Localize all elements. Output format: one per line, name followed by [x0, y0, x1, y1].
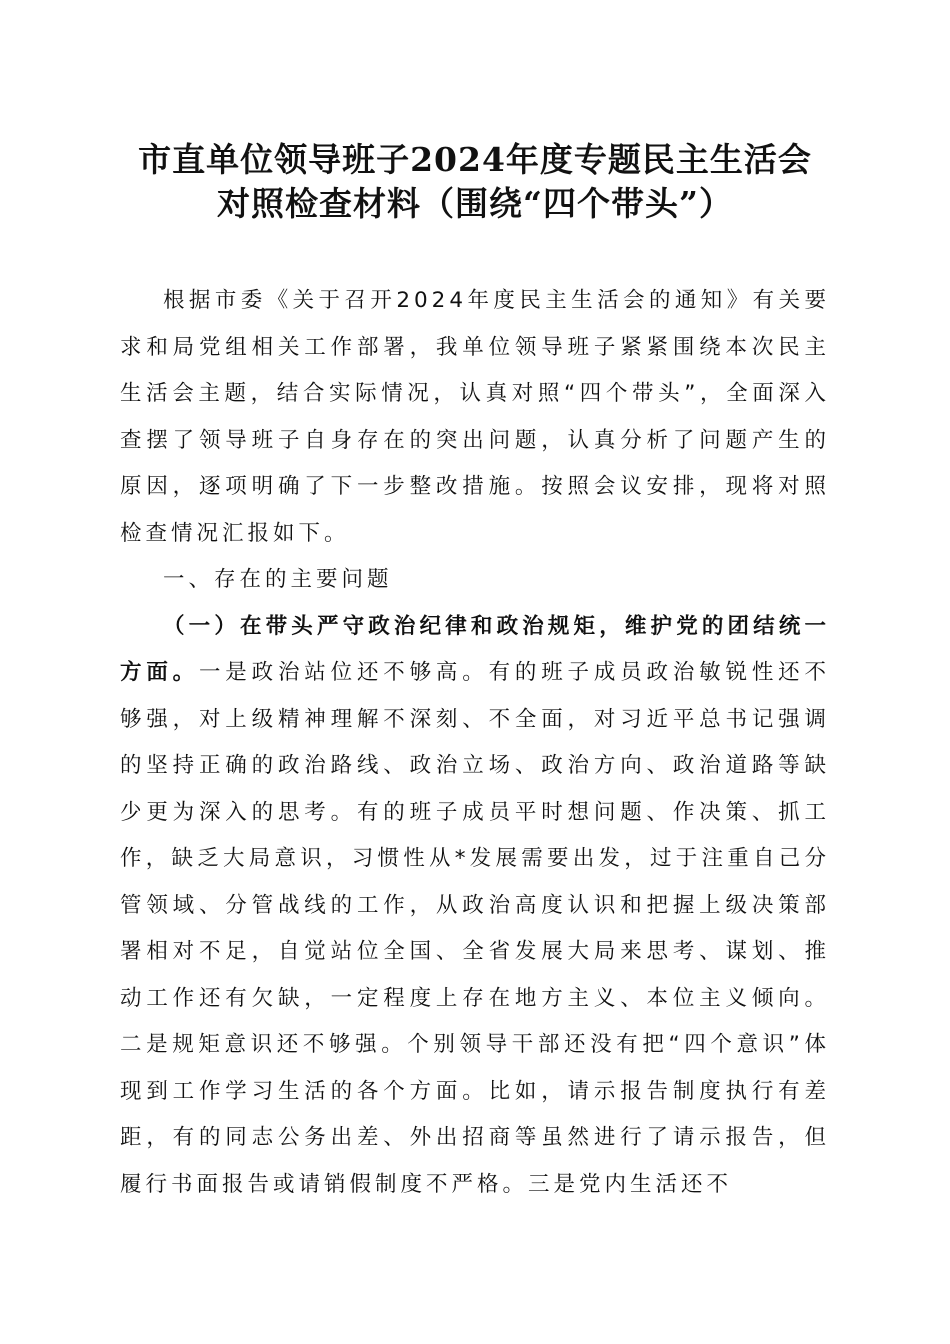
document-body — [120, 278, 830, 1208]
section-heading: 一、存在的主要问题 — [163, 567, 393, 592]
title-line-1: 市直单位领导班子2024年度专题民主生活会 — [138, 140, 812, 179]
intro-paragraph: 根据市委《关于召开2024年度民主生活会的通知》有关要求和局党组相关工作部署，我单位领导班子紧紧围绕本次民主生活会主题，结合实际情况，认真对照“四个带头”，全面深入查摆了领导班子自身存在的突出问题，认真分析了问题产生的原因，逐项明确了下一步整改措施。按照会议安排，现将对照检查情况汇报如下。 — [120, 288, 830, 546]
title-line-2: 对照检查材料（围绕“四个带头”） — [217, 184, 733, 223]
document-title — [0, 138, 950, 226]
subsection-lead: （一）在带头严守政治纪律和政治规矩，维护党的团结统一方面。 — [120, 613, 830, 685]
subsection-body: 一是政治站位还不够高。有的班子成员政治敏锐性还不够强，对上级精神理解不深刻、不全面，对习近平总书记强调的坚持正确的政治路线、政治立场、政治方向、政治道路等缺少更为深入的思考。有的班子成员平时想问题、作决策、抓工作，缺乏大局意识，习惯性从*发展需要出发，过于注重自己分管领域、分管战线的工作，从政治高度认识和把握上级决策部署相对不足，自觉站位全国、全省发展大局来思考、谋划、推动工作还有欠缺，一定程度上存在地方主义、本位主义倾向。二是规矩意识还不够强。个别领导干部还没有把“四个意识”体现到工作学习生活的各个方面。比如，请示报告制度执行有差距，有的同志公务出差、外出招商等虽然进行了请示报告，但履行书面报告或请销假制度不严格。三是党内生活还不 — [120, 660, 830, 1197]
subsection-paragraph — [120, 604, 830, 1209]
